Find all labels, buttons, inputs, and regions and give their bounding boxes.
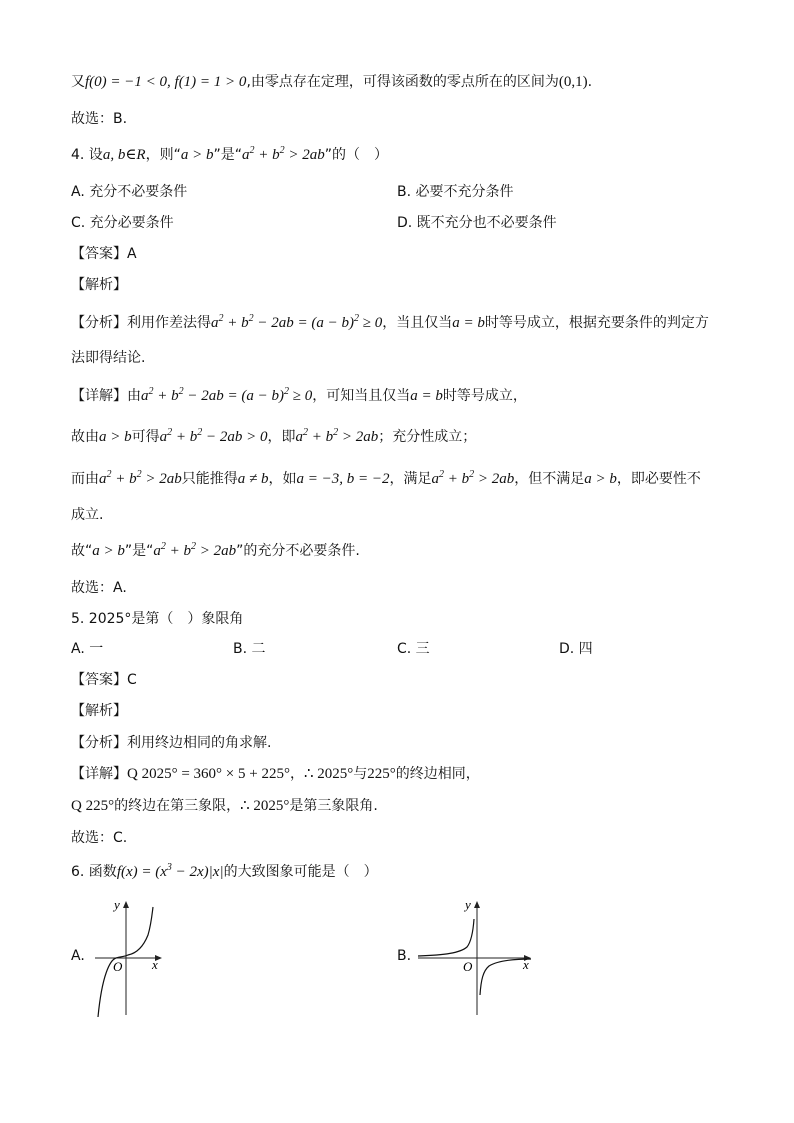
jiexi-tag: 【解析】 xyxy=(71,277,127,293)
text: ”的（ ） xyxy=(324,147,389,163)
graph-option-a xyxy=(90,895,170,1020)
math-expression: f(0) = −1 < 0, f(1) = 1 > 0 xyxy=(85,74,247,90)
answer-value: A xyxy=(127,246,137,262)
answer-line: 故选：B. xyxy=(71,111,128,127)
math: a, b∈R xyxy=(102,147,146,163)
analysis-cont: 法即得结论. xyxy=(71,350,146,366)
option-d: D. 四 xyxy=(559,641,593,657)
detail-line-4: 故“a > b”是“$a^2 + b^2 > 2ab$”的充分不必要条件. xyxy=(71,541,360,559)
y-axis-label: y xyxy=(114,897,120,912)
detail-line-2: 故由a > b可得$a^2 + b^2 - 2ab > 0$，即$a^2 + b^2 > 2ab$；充分性成立； xyxy=(71,427,477,445)
text: . xyxy=(587,74,593,90)
math: a > b xyxy=(180,147,214,163)
x-axis-label: x xyxy=(152,957,158,972)
question-5-stem: 5. 2025°是第（ ）象限角 xyxy=(71,611,244,627)
origin-label: O xyxy=(463,959,473,974)
question-6-stem: 6. 函数$f(x) = (x^3 - 2x)|x|$的大致图象可能是（ ） xyxy=(71,862,378,880)
detail-line-3-cont: 成立. xyxy=(71,507,104,523)
answer-tag-line xyxy=(71,244,137,264)
text: 又 xyxy=(71,74,85,90)
x-axis-label: x xyxy=(523,957,529,972)
detail-line-2: Q 225°的终边在第三象限，∴ 2025°是第三象限角. xyxy=(71,798,378,814)
final-answer-4: 故选：A. xyxy=(71,580,127,596)
text: ”是“ xyxy=(213,147,242,163)
detail-line-1: 【详解】Q 2025° = 360° × 5 + 225°，∴ 2025°与225°的终边相同， xyxy=(71,766,480,782)
math: $a^2 + b^2 > 2ab$ xyxy=(242,145,325,163)
curve-left xyxy=(418,919,474,956)
detail-line-1: 【详解】由$a^2 + b^2 - 2ab = (a - b)^2 \ge 0$，可知当且仅当a = b时等号成立， xyxy=(71,386,527,404)
final-answer-5: 故选：C. xyxy=(71,830,128,846)
analysis-line: 【分析】利用作差法得$a^2 + b^2 - 2ab = (a - b)^2 \ge 0$，当且仅当a = b时等号成立，根据充要条件的判定方 xyxy=(71,313,709,331)
text: ，则“ xyxy=(145,147,181,163)
origin-label: O xyxy=(113,959,123,974)
analysis-line: 【分析】利用终边相同的角求解. xyxy=(71,735,272,751)
math-interval: (0,1) xyxy=(558,74,588,90)
option-c: C. 三 xyxy=(397,641,430,657)
option-c: C. 充分必要条件 xyxy=(71,215,174,231)
text-line-zero-theorem xyxy=(71,72,592,92)
graph-option-b xyxy=(415,895,540,1020)
question-4-stem xyxy=(71,145,388,165)
y-axis-label: y xyxy=(465,897,471,912)
option-d: D. 既不充分也不必要条件 xyxy=(397,215,557,231)
text: 4. 设 xyxy=(71,147,103,163)
text: ,由零点存在定理，可得该函数的零点所在的区间为 xyxy=(246,74,559,90)
y-axis-arrow xyxy=(474,901,480,908)
detail-line-3: 而由$a^2 + b^2 > 2ab$只能推得a ≠ b，如a = −3, b = −2，满足$a^2 + b^2 > 2ab$，但不满足a > b，即必要性不 xyxy=(71,469,701,487)
option-a: A. 充分不必要条件 xyxy=(71,184,188,200)
option-a-label: A. xyxy=(71,948,85,964)
answer-tag-line: 【答案】C xyxy=(71,672,137,688)
jiexi-tag: 【解析】 xyxy=(71,703,127,719)
option-b: B. 二 xyxy=(233,641,266,657)
option-b: B. 必要不充分条件 xyxy=(397,184,514,200)
answer-tag: 【答案】 xyxy=(71,246,127,262)
option-a: A. 一 xyxy=(71,641,104,657)
option-b-label: B. xyxy=(397,948,412,964)
y-axis-arrow xyxy=(123,901,129,908)
